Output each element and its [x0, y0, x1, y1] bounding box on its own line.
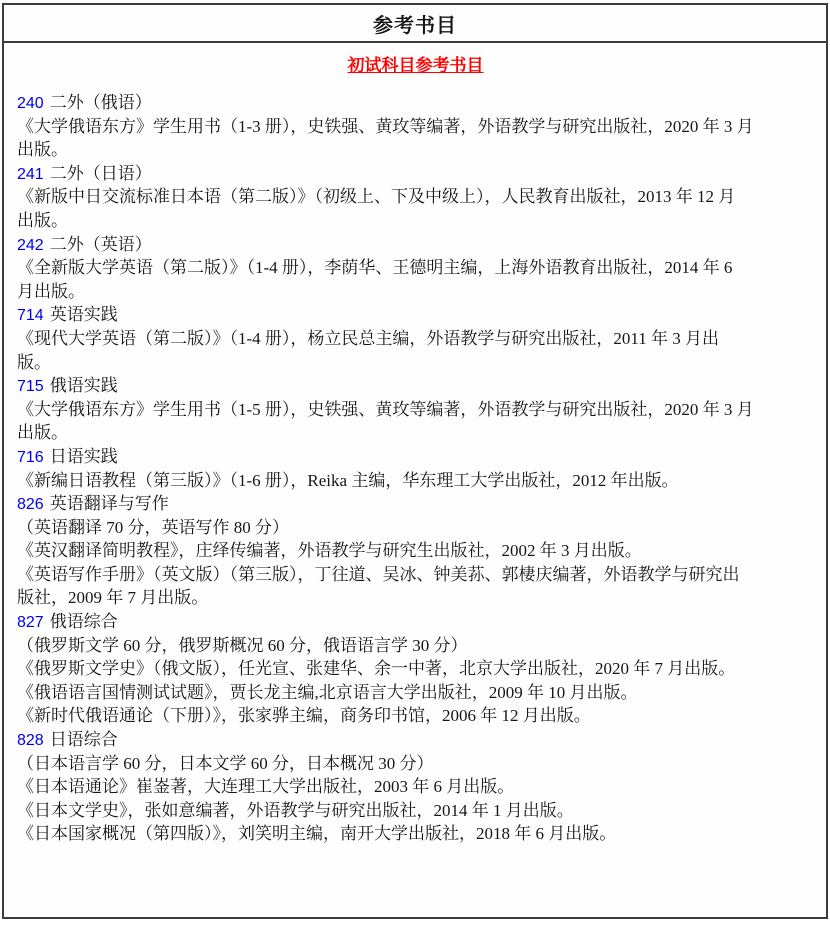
bibliography-line: [17, 516, 814, 540]
line-text: 《新编日语教程（第三版）》（1-6 册），Reika 主编，华东理工大学出版社，2012 年出版。: [17, 470, 679, 490]
course-code: 241: [17, 165, 44, 183]
page-title: 参考书目: [373, 14, 457, 37]
bibliography-line: [17, 752, 814, 776]
course-code: 242: [17, 236, 44, 254]
line-text: 《新版中日交流标准日本语（第二版）》（初级上、下及中级上），人民教育出版社，2013 年 12 月: [17, 187, 736, 207]
bibliography-line: [17, 445, 814, 469]
bibliography-line: [17, 374, 814, 398]
line-text: 《全新版大学英语（第二版）》（1-4 册），李荫华、王德明主编，上海外语教育出版社，2014 年 6: [17, 258, 733, 278]
line-text: （英语翻译 70 分，英语写作 80 分）: [17, 517, 289, 537]
line-text: 《英汉翻译简明教程》，庄绎传编著，外语教学与研究生出版社，2002 年 3 月出版。: [17, 541, 642, 561]
bibliography-line: [17, 634, 814, 658]
course-code: 827: [17, 614, 44, 632]
line-text: 《日本语通论》崔崟著，大连理工大学出版社，2003 年 6 月出版。: [17, 777, 515, 797]
line-text: 日语综合: [49, 730, 118, 750]
bibliography-line: [17, 233, 814, 257]
bibliography-line: [17, 162, 814, 186]
course-code: 714: [17, 307, 44, 325]
document-frame: [2, 3, 828, 919]
line-text: （俄罗斯文学 60 分，俄罗斯概况 60 分，俄语语言学 30 分）: [17, 635, 468, 655]
line-text: 《现代大学英语（第二版）》（1-4 册），杨立民总主编，外语教学与研究出版社，2011 年 3 月出: [17, 328, 720, 348]
bibliography-line: [17, 91, 814, 115]
document-header: [4, 5, 826, 43]
bibliography-line: [17, 469, 814, 493]
bibliography-line: [17, 610, 814, 634]
line-text: 《日本国家概况（第四版）》，刘笑明主编，南开大学出版社，2018 年 6 月出版。: [17, 824, 617, 844]
bibliography-line: [17, 822, 814, 846]
line-text: 月出版。: [17, 281, 85, 301]
line-text: 版社，2009 年 7 月出版。: [17, 588, 209, 608]
section-subtitle: 初试科目参考书目: [347, 56, 484, 75]
bibliography-line: [17, 185, 814, 209]
bibliography-line: [17, 492, 814, 516]
bibliography-line: [17, 115, 814, 139]
bibliography-line: [17, 327, 814, 351]
line-text: 《日本文学史》，张如意编著，外语教学与研究出版社，2014 年 1 月出版。: [17, 800, 574, 820]
bibliography-line: [17, 728, 814, 752]
line-text: 二外（日语）: [49, 163, 152, 183]
line-text: 出版。: [17, 210, 68, 230]
bibliography-line: [17, 280, 814, 304]
line-text: 《大学俄语东方》学生用书（1-5 册），史铁强、黄玫等编著，外语教学与研究出版社，2020 年 3 月: [17, 399, 754, 419]
course-code: 716: [17, 448, 44, 466]
line-text: 俄语综合: [49, 612, 118, 632]
bibliography-line: [17, 398, 814, 422]
line-text: 英语翻译与写作: [49, 494, 169, 514]
bibliography-line: [17, 775, 814, 799]
line-text: 出版。: [17, 423, 68, 443]
line-text: 二外（英语）: [49, 234, 152, 254]
bibliography-line: [17, 799, 814, 823]
bibliography-line: [17, 681, 814, 705]
bibliography-line: [17, 704, 814, 728]
line-text: 《俄语语言国情测试试题》，贾长龙主编,北京语言大学出版社，2009 年 10 月出版。: [17, 682, 638, 702]
bibliography-line: [17, 303, 814, 327]
bibliography-list: [17, 91, 814, 846]
line-text: 英语实践: [49, 305, 118, 325]
line-text: 日语实践: [49, 446, 118, 466]
line-text: 俄语实践: [49, 376, 118, 396]
line-text: 《英语写作手册》（英文版）（第三版），丁往道、吴冰、钟美荪、郭棲庆编著，外语教学与研究出: [17, 564, 740, 584]
bibliography-line: [17, 421, 814, 445]
bibliography-line: [17, 138, 814, 162]
bibliography-line: [17, 586, 814, 610]
course-code: 240: [17, 95, 44, 112]
line-text: 《大学俄语东方》学生用书（1-3 册），史铁强、黄玫等编著，外语教学与研究出版社，2020 年 3 月: [17, 116, 754, 136]
line-text: 版。: [17, 352, 51, 372]
document-body: [4, 43, 826, 846]
bibliography-line: [17, 563, 814, 587]
bibliography-line: [17, 209, 814, 233]
line-text: 出版。: [17, 140, 68, 160]
bibliography-line: [17, 351, 814, 375]
line-text: 二外（俄语）: [49, 93, 152, 112]
course-code: 715: [17, 378, 44, 396]
bibliography-line: [17, 657, 814, 681]
line-text: 《俄罗斯文学史》（俄文版），任光宣、张建华、余一中著，北京大学出版社，2020 年 7 月出版。: [17, 659, 736, 679]
bibliography-line: [17, 256, 814, 280]
line-text: （日本语言学 60 分，日本文学 60 分，日本概况 30 分）: [17, 753, 434, 773]
bibliography-line: [17, 539, 814, 563]
course-code: 826: [17, 496, 44, 514]
course-code: 828: [17, 732, 44, 750]
line-text: 《新时代俄语通论（下册）》，张家骅主编，商务印书馆，2006 年 12 月出版。: [17, 706, 591, 726]
